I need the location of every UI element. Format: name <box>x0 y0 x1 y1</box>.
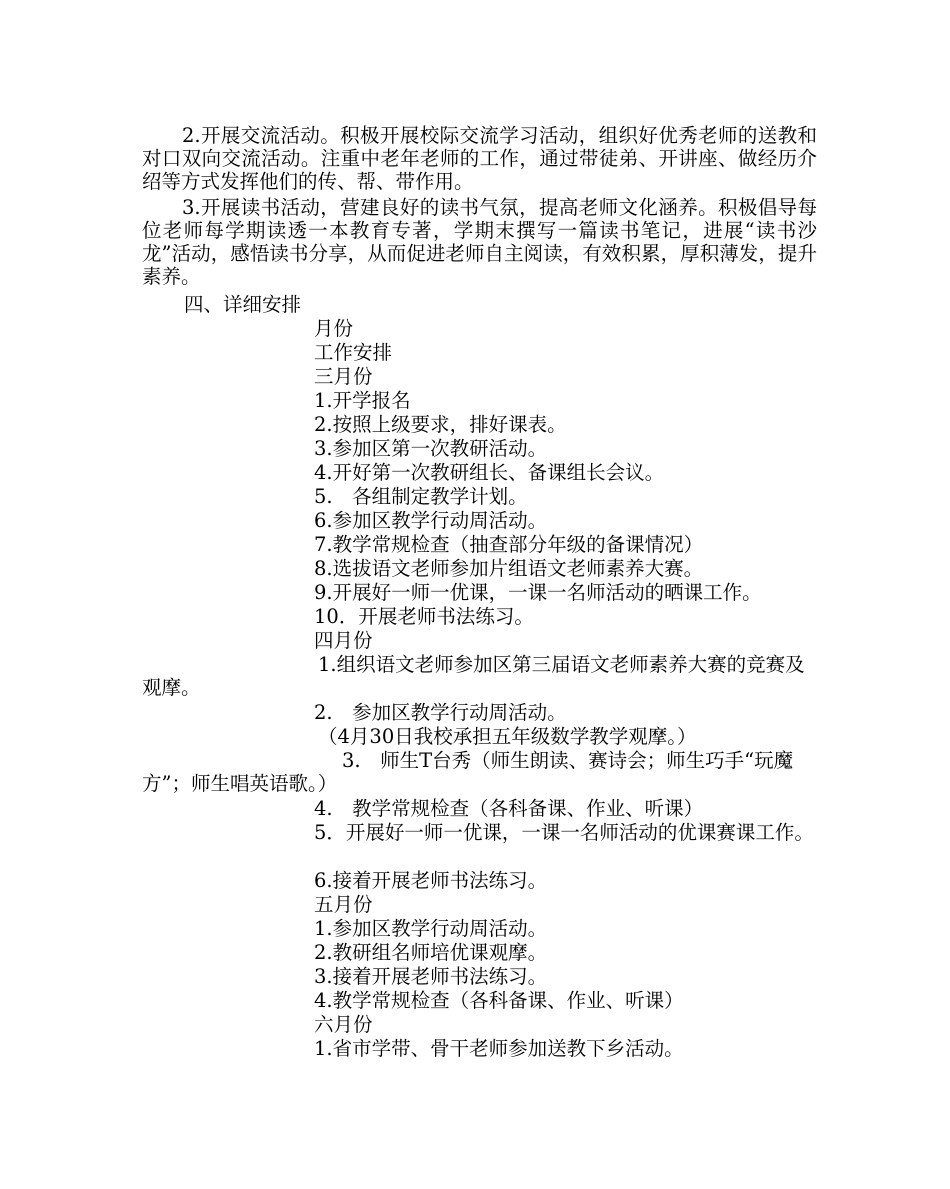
list-item: 2.按照上级要求，排好课表。 <box>314 413 567 436</box>
list-item: 5. 各组制定教学计划。 <box>314 485 528 508</box>
list-item: 1.组织语文老师参加区第三届语文老师素养大赛的竞赛及观摩。 <box>142 653 805 699</box>
list-item: 3. 师生T台秀（师生朗读、赛诗会；师生巧手“玩魔方”；师生唱英语歌。） <box>142 749 794 795</box>
list-item: 4.开好第一次教研组长、备课组长会议。 <box>314 461 665 484</box>
list-item: 1.开学报名 <box>314 389 411 412</box>
month-may: 五月份 <box>314 893 373 916</box>
list-item: 5．开展好一师一优课，一课一名师活动的优课赛课工作。 <box>314 821 814 844</box>
list-item: 3.参加区第一次教研活动。 <box>314 437 548 460</box>
table-header-month: 月份 <box>314 317 354 340</box>
month-march: 三月份 <box>314 365 373 388</box>
list-item: 8.选拔语文老师参加片组语文老师素养大赛。 <box>314 557 704 580</box>
list-item: 7.教学常规检查（抽查部分年级的备课情况） <box>314 533 704 556</box>
paragraph-reading-activities: 3.开展读书活动，营建良好的读书气氛，提高老师文化涵养。积极倡导每位老师每学期读透一本教育专著，学期末撰写一篇读书笔记，进展“读书沙龙”活动，感悟读书分享，从而促进老师自主阅读，有效积累，厚积薄发，提升素养。 <box>142 196 817 288</box>
list-item: 1.省市学带、骨干老师参加送教下乡活动。 <box>314 1037 684 1060</box>
month-april: 四月份 <box>314 629 373 652</box>
list-item: 2.教研组名师培优课观摩。 <box>314 941 548 964</box>
list-item: 1.参加区教学行动周活动。 <box>314 917 548 940</box>
list-item: 3.接着开展老师书法练习。 <box>314 965 548 988</box>
list-item: 4. 教学常规检查（各科备课、作业、听课） <box>314 797 704 820</box>
section-heading: 四、详细安排 <box>184 293 302 316</box>
list-item: 2. 参加区教学行动周活动。 <box>314 701 567 724</box>
month-june: 六月份 <box>314 1013 373 1036</box>
list-item-note: （4月30日我校承担五年级数学教学观摩。） <box>318 725 697 748</box>
paragraph-exchange-activities: 2.开展交流活动。积极开展校际交流学习活动，组织好优秀老师的送教和对口双向交流活动。注重中老年老师的工作，通过带徒弟、开讲座、做经历介绍等方式发挥他们的传、帮、带作用。 <box>142 124 817 193</box>
list-item: 6.接着开展老师书法练习。 <box>314 869 548 892</box>
list-item: 4.教学常规检查（各科备课、作业、听课） <box>314 989 684 1012</box>
list-item: 6.参加区教学行动周活动。 <box>314 509 548 532</box>
table-header-work: 工作安排 <box>314 341 393 364</box>
list-item: 10．开展老师书法练习。 <box>314 605 534 628</box>
list-item: 9.开展好一师一优课，一课一名师活动的晒课工作。 <box>314 581 762 604</box>
